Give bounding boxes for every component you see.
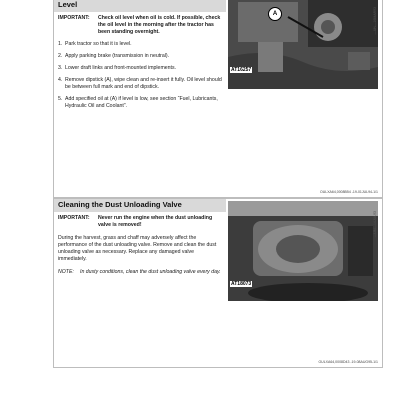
important-label: IMPORTANT:: [58, 15, 90, 21]
image-side-code: —UN—16MAR93: [373, 7, 377, 35]
image-label: AT18073: [231, 281, 252, 287]
section-header: [54, 199, 226, 212]
image-side-code: —UN—14JUL93: [373, 211, 377, 238]
section-oil-level: [53, 0, 383, 198]
step-text: Apply parking brake (transmission in neutral).: [65, 53, 170, 59]
note-block: [58, 269, 224, 276]
photo-dust-valve: [228, 201, 378, 301]
note-text: In dusty conditions, clean the dust unloading valve every day.: [80, 269, 221, 275]
footer-code: OULXA64,0008D43 -19-08AUG95-1/1: [318, 360, 378, 364]
important-text: Never run the engine when the dust unloading valve is removed!: [98, 215, 213, 228]
step-text: Park tractor so that it is level.: [65, 41, 132, 47]
important-block: [58, 15, 224, 36]
section-dust-valve: [53, 198, 383, 368]
step-item: [58, 41, 224, 48]
step-text: Remove dipstick (A), wipe clean and re-insert it fully. Oil level should be between full mark and end of dipstick.: [65, 77, 222, 90]
important-block: [58, 215, 224, 229]
step-number: 5.: [58, 96, 63, 102]
step-number: 1.: [58, 41, 63, 47]
step-item: [58, 96, 224, 110]
section-text: [58, 15, 224, 110]
step-number: 3.: [58, 65, 63, 71]
step-text: Add specified oil at (A) if level is low, see section “Fuel, Lubricants, Hydraulic Oil and Coolant”.: [65, 96, 218, 109]
important-label: IMPORTANT:: [58, 215, 90, 221]
section-title: Cleaning the Dust Unloading Valve: [58, 200, 182, 209]
step-item: [58, 65, 224, 72]
footer-code: OULXA64,0008B54 -19-01JUL94-1/1: [320, 190, 378, 194]
section-title: Level: [58, 0, 78, 9]
step-number: 2.: [58, 53, 63, 59]
note-label: NOTE:: [58, 269, 74, 275]
step-number: 4.: [58, 77, 63, 83]
step-item: [58, 53, 224, 60]
photo-dipstick: [228, 0, 378, 89]
image-label: AT16257: [231, 67, 252, 73]
body-paragraph: During the harvest, grass and chaff may adversely affect the performance of the dust unloading valve. Remove and clean the dust unloading valve as necessary. Replace any damaged valve immediately.: [58, 235, 217, 262]
section-header: [54, 0, 226, 12]
important-text: Check oil level when oil is cold. If possible, check the oil level in the morning after the tractor has been standing overnight.: [98, 15, 221, 35]
callout-a: A: [268, 7, 282, 21]
step-text: Lower draft links and front-mounted implements.: [65, 65, 177, 71]
step-item: [58, 77, 224, 91]
section-text: [58, 215, 224, 276]
engine-photo-illustration: [228, 0, 378, 89]
